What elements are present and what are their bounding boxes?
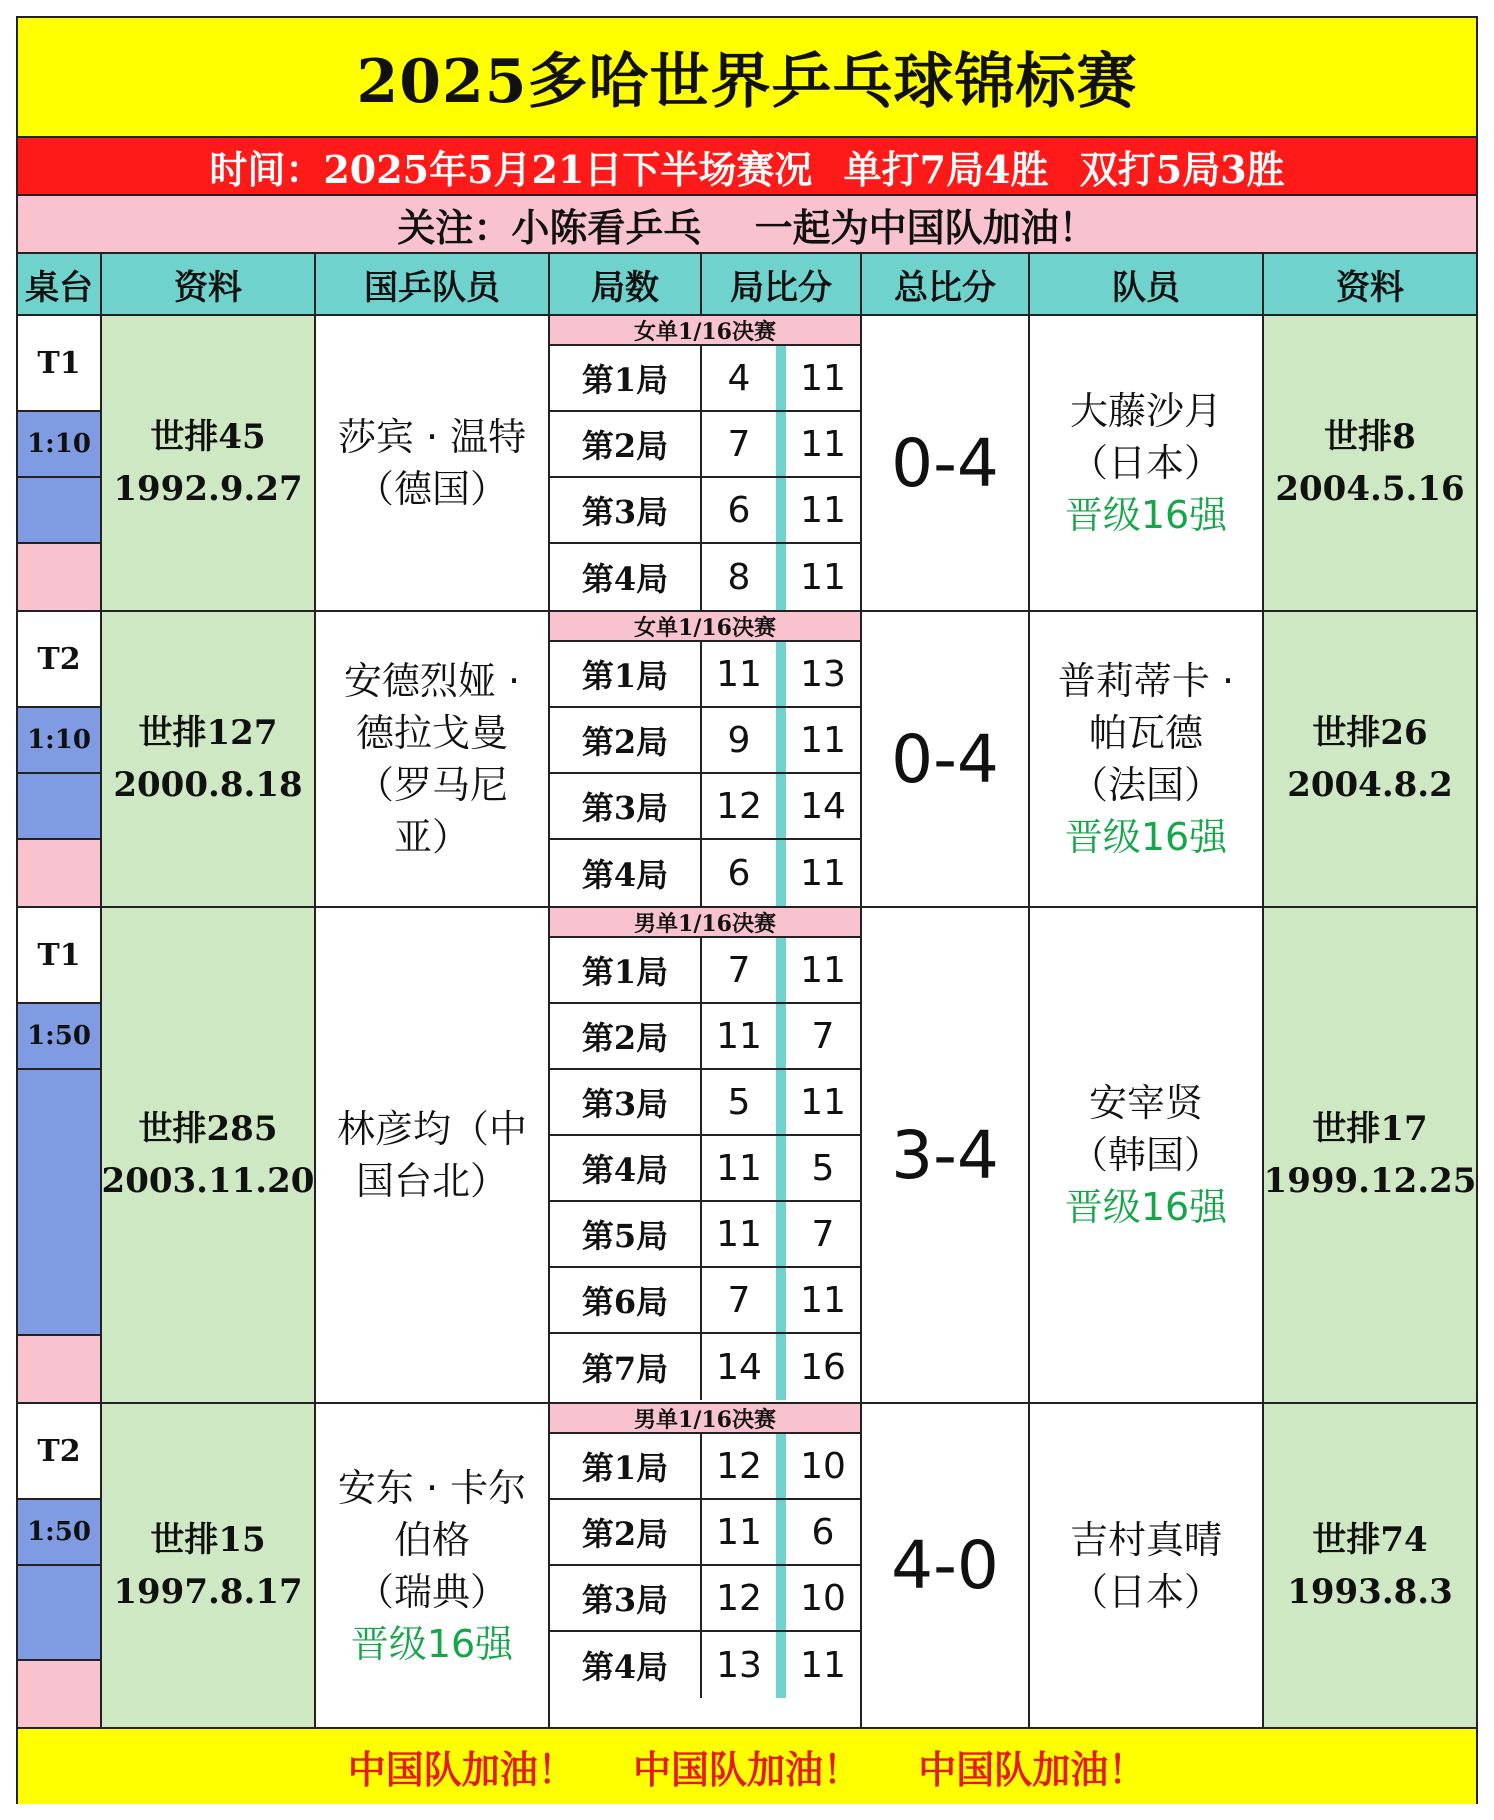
table-label: T2 [18, 1404, 100, 1500]
header-right-info: 资料 [1336, 267, 1404, 308]
birth-date: 1993.8.3 [1287, 1571, 1453, 1612]
game-row [550, 1632, 860, 1698]
opponent-info [1264, 612, 1476, 906]
opp-side-game-score: 7 [811, 1015, 835, 1057]
time-bar [18, 1566, 100, 1661]
score-divider [776, 1268, 786, 1332]
results-board [16, 16, 1478, 1804]
cn-side-game-score: 6 [727, 489, 751, 531]
game-row [550, 1004, 860, 1070]
game-number: 第1局 [550, 938, 702, 1002]
advance-badge: 晋级16强 [350, 1621, 514, 1666]
opp-side-game-score: 11 [800, 1081, 846, 1123]
header-game-score: 局比分 [702, 254, 862, 314]
footer-cheer: 中国队加油！ 中国队加油！ 中国队加油！ [18, 1727, 1476, 1804]
game-scores [550, 612, 862, 906]
opponent-player [1030, 612, 1264, 906]
cn-side-game-score: 5 [727, 1081, 751, 1123]
player-name-line: （法国） [1069, 763, 1222, 807]
time-bar-end [18, 544, 100, 610]
player-name-line: 林彦均（中 [336, 1107, 527, 1151]
cn-side-game-score: 11 [716, 1147, 762, 1189]
player-name-line: （日本） [1069, 1569, 1222, 1614]
match-time: 1:50 [18, 1004, 100, 1070]
header-row [18, 254, 1476, 316]
birth-date: 2000.8.18 [113, 765, 303, 805]
game-number: 第6局 [550, 1268, 702, 1332]
game-number: 第3局 [550, 478, 702, 542]
score-divider [776, 840, 786, 906]
player-name-line: （韩国） [1069, 1133, 1222, 1177]
birth-date: 2004.5.16 [1275, 469, 1465, 509]
player-name-line: 大藤沙月 [1069, 389, 1222, 433]
player-name-line: 安德烈娅 · [343, 659, 521, 703]
time-bar [18, 478, 100, 544]
opp-side-game-score: 11 [800, 1644, 846, 1686]
game-row [550, 938, 860, 1004]
game-scores [550, 316, 862, 610]
cn-side-game-score: 11 [716, 653, 762, 695]
cn-side-game-score: 4 [727, 357, 751, 399]
score-divider [776, 1566, 786, 1630]
match-block [18, 612, 1476, 908]
match-block [18, 908, 1476, 1404]
time-bar-end [18, 840, 100, 906]
table-column [18, 908, 102, 1402]
game-number: 第2局 [550, 1004, 702, 1068]
score-divider [776, 544, 786, 610]
game-row [550, 412, 860, 478]
cn-side-game-score: 9 [727, 719, 751, 761]
opp-side-game-score: 7 [811, 1213, 835, 1255]
birth-date: 1997.8.17 [113, 1571, 303, 1612]
game-row [550, 1566, 860, 1632]
game-number: 第2局 [550, 1500, 702, 1564]
score-divider [776, 708, 786, 772]
cn-player-info [102, 908, 316, 1402]
time-bar-end [18, 1661, 100, 1727]
player-name-line: （瑞典） [355, 1569, 508, 1614]
cn-side-game-score: 11 [716, 1015, 762, 1057]
opp-side-game-score: 6 [811, 1511, 835, 1553]
score-divider [776, 412, 786, 476]
total-score: 0-4 [862, 316, 1030, 610]
birth-date: 1992.9.27 [113, 469, 303, 509]
game-number: 第7局 [550, 1334, 702, 1400]
game-row [550, 544, 860, 610]
game-row [550, 1434, 860, 1500]
match-time: 1:10 [18, 412, 100, 478]
opp-side-game-score: 11 [800, 423, 846, 465]
cn-side-game-score: 13 [716, 1644, 762, 1686]
table-column [18, 1404, 102, 1727]
opp-side-game-score: 11 [800, 852, 846, 894]
opp-side-game-score: 11 [800, 489, 846, 531]
score-divider [776, 1632, 786, 1698]
game-row [550, 478, 860, 544]
birth-date: 2004.8.2 [1287, 765, 1453, 805]
game-number: 第3局 [550, 1070, 702, 1134]
game-number: 第3局 [550, 1566, 702, 1630]
game-number: 第5局 [550, 1202, 702, 1266]
player-name-line: 伯格 [393, 1517, 470, 1562]
game-row [550, 1070, 860, 1136]
opp-side-game-score: 13 [800, 653, 846, 695]
header-total: 总比分 [862, 254, 1030, 314]
opp-side-game-score: 11 [800, 719, 846, 761]
score-divider [776, 938, 786, 1002]
game-number: 第1局 [550, 1434, 702, 1498]
score-divider [776, 346, 786, 410]
total-score: 0-4 [862, 612, 1030, 906]
time-bar-end [18, 1336, 100, 1402]
game-number: 第1局 [550, 346, 702, 410]
opp-side-game-score: 11 [800, 1279, 846, 1321]
score-divider [776, 642, 786, 706]
cn-side-game-score: 11 [716, 1511, 762, 1553]
world-ranking: 世排74 [1312, 1519, 1428, 1560]
player-name-line: 普莉蒂卡 · [1057, 659, 1235, 703]
opp-side-game-score: 11 [800, 949, 846, 991]
player-name-line: 安东 · 卡尔 [337, 1465, 527, 1510]
cn-side-game-score: 7 [727, 423, 751, 465]
match-time: 1:10 [18, 708, 100, 774]
follow-bar: 关注：小陈看乒乓 一起为中国队加油！ [18, 196, 1476, 254]
time-bar [18, 774, 100, 840]
player-name-line: 莎宾 · 温特 [337, 415, 527, 459]
cn-side-game-score: 12 [716, 785, 762, 827]
opp-side-game-score: 11 [800, 357, 846, 399]
header-game-no: 局数 [550, 254, 702, 314]
game-scores [550, 1404, 862, 1727]
opp-side-game-score: 16 [800, 1346, 846, 1388]
score-divider [776, 478, 786, 542]
score-divider [776, 1136, 786, 1200]
table-label: T1 [18, 908, 100, 1004]
game-number: 第4局 [550, 1136, 702, 1200]
cn-side-game-score: 14 [716, 1346, 762, 1388]
table-label: T2 [18, 612, 100, 708]
opp-side-game-score: 10 [800, 1445, 846, 1487]
stage-label: 男单1/16决赛 [550, 1404, 860, 1434]
player-name-line: 帕瓦德 [1088, 711, 1203, 755]
birth-date: 1999.12.25 [1263, 1161, 1477, 1201]
player-name-line: 亚） [393, 815, 470, 859]
score-divider [776, 1434, 786, 1498]
opponent-player [1030, 316, 1264, 610]
game-number: 第2局 [550, 708, 702, 772]
cn-side-player [316, 1404, 550, 1727]
match-block [18, 316, 1476, 612]
birth-date: 2003.11.20 [101, 1161, 315, 1201]
player-name-line: （罗马尼 [355, 763, 508, 807]
opponent-info [1264, 1404, 1476, 1727]
header-left-info: 资料 [102, 254, 316, 314]
player-name-line: 吉村真晴 [1069, 1517, 1222, 1562]
cn-player-info [102, 316, 316, 610]
game-number: 第1局 [550, 642, 702, 706]
opponent-player [1030, 1404, 1264, 1727]
time-bar [18, 1070, 100, 1336]
player-name-line: （德国） [355, 467, 508, 511]
opp-side-game-score: 11 [800, 556, 846, 598]
header-opp-player: 队员 [1030, 254, 1264, 314]
game-row [550, 1500, 860, 1566]
opp-side-game-score: 5 [811, 1147, 835, 1189]
match-time: 1:50 [18, 1500, 100, 1566]
stage-label: 男单1/16决赛 [550, 908, 860, 938]
table-label: T1 [18, 316, 100, 412]
game-row [550, 346, 860, 412]
world-ranking: 世排127 [138, 713, 278, 753]
opp-side-game-score: 14 [800, 785, 846, 827]
cn-side-player [316, 908, 550, 1402]
game-row [550, 1136, 860, 1202]
total-score: 4-0 [862, 1404, 1030, 1727]
game-row [550, 1334, 860, 1400]
stage-label: 女单1/16决赛 [550, 316, 860, 346]
header-table: 桌台 [18, 254, 102, 314]
game-number: 第4局 [550, 840, 702, 906]
stage-label: 女单1/16决赛 [550, 612, 860, 642]
world-ranking: 世排15 [150, 1519, 266, 1560]
cn-player-info [102, 1404, 316, 1727]
world-ranking: 世排26 [1312, 713, 1428, 753]
schedule-info-bar: 时间：2025年5月21日下半场赛况 单打7局4胜 双打5局3胜 [18, 138, 1476, 196]
advance-badge: 晋级16强 [1064, 1185, 1228, 1229]
game-row [550, 708, 860, 774]
score-divider [776, 1202, 786, 1266]
cn-side-player [316, 612, 550, 906]
header-cn-player: 国乒队员 [316, 254, 550, 314]
game-number: 第4局 [550, 1632, 702, 1698]
opponent-info [1264, 316, 1476, 610]
game-row [550, 1202, 860, 1268]
score-divider [776, 1070, 786, 1134]
cn-side-game-score: 8 [727, 556, 751, 598]
advance-badge: 晋级16强 [1064, 815, 1228, 859]
match-block [18, 1404, 1476, 1727]
world-ranking: 世排45 [150, 417, 266, 457]
table-column [18, 316, 102, 610]
game-number: 第2局 [550, 412, 702, 476]
player-name-line: （日本） [1069, 441, 1222, 485]
world-ranking: 世排17 [1312, 1109, 1428, 1149]
player-name-line: 德拉戈曼 [355, 711, 508, 755]
score-divider [776, 1334, 786, 1400]
game-number: 第3局 [550, 774, 702, 838]
cn-player-info [102, 612, 316, 906]
world-ranking: 世排8 [1324, 417, 1416, 457]
opponent-player [1030, 908, 1264, 1402]
opp-side-game-score: 10 [800, 1577, 846, 1619]
cn-side-game-score: 11 [716, 1213, 762, 1255]
cn-side-game-score: 6 [727, 852, 751, 894]
game-row [550, 840, 860, 906]
opponent-info [1264, 908, 1476, 1402]
world-ranking: 世排285 [138, 1109, 278, 1149]
cn-side-game-score: 12 [716, 1577, 762, 1619]
player-name-line: 国台北） [355, 1159, 508, 1203]
game-scores [550, 908, 862, 1402]
page-title: 2025多哈世界乒乓球锦标赛 [18, 18, 1476, 138]
total-score: 3-4 [862, 908, 1030, 1402]
score-divider [776, 774, 786, 838]
game-row [550, 1268, 860, 1334]
game-row [550, 774, 860, 840]
cn-side-game-score: 7 [727, 1279, 751, 1321]
cn-side-game-score: 12 [716, 1445, 762, 1487]
game-row [550, 642, 860, 708]
player-name-line: 安宰贤 [1088, 1081, 1203, 1125]
table-column [18, 612, 102, 906]
advance-badge: 晋级16强 [1064, 493, 1228, 537]
cn-side-player [316, 316, 550, 610]
score-divider [776, 1500, 786, 1564]
score-divider [776, 1004, 786, 1068]
cn-side-game-score: 7 [727, 949, 751, 991]
game-number: 第4局 [550, 544, 702, 610]
